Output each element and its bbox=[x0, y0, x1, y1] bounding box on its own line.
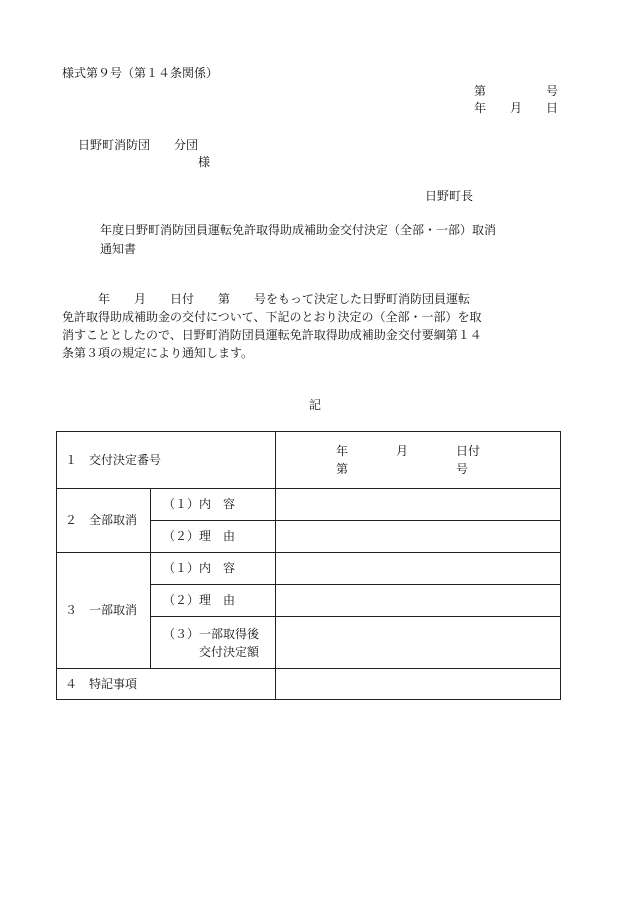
table-row bbox=[57, 553, 561, 585]
full-cancel-content-value[interactable] bbox=[276, 489, 561, 521]
body-text-line-2: 免許取得助成補助金の交付について、下記のとおり決定の（全部・一部）を取 bbox=[62, 310, 482, 324]
body-text-line-1: 年 月 日付 第 号をもって決定した日野町消防団員運転 bbox=[62, 292, 471, 306]
document-number-line: 第 号 bbox=[474, 84, 559, 98]
table-row bbox=[57, 489, 561, 521]
partial-grant-amount-label-line-1: （３）一部取得後 bbox=[163, 626, 260, 641]
partial-cancel-content-value[interactable] bbox=[276, 553, 561, 585]
full-cancel-content-label: （１）内 容 bbox=[151, 489, 276, 521]
special-notes-label: ４ 特記事項 bbox=[57, 669, 276, 700]
decision-number-value[interactable] bbox=[276, 432, 561, 489]
decision-number-line: 第 号 bbox=[336, 462, 469, 476]
partial-cancel-reason-value[interactable] bbox=[276, 585, 561, 617]
form-number: 様式第９号（第１４条関係） bbox=[62, 66, 219, 80]
decision-date-line: 年 月 日付 bbox=[336, 444, 481, 458]
partial-cancel-label: ３ 一部取消 bbox=[57, 553, 151, 669]
document-title-line-1: 年度日野町消防団員運転免許取得助成補助金交付決定（全部・一部）取消 bbox=[100, 223, 497, 237]
full-cancel-reason-label: （２）理 由 bbox=[151, 521, 276, 553]
partial-cancel-reason-label: （２）理 由 bbox=[151, 585, 276, 617]
partial-grant-amount-label-line-2: 交付決定額 bbox=[163, 644, 260, 659]
recipient-honorific: 様 bbox=[198, 155, 211, 169]
full-cancel-label: ２ 全部取消 bbox=[57, 489, 151, 553]
document-date-line: 年 月 日 bbox=[474, 101, 559, 115]
partial-grant-amount-value[interactable] bbox=[276, 617, 561, 669]
recipient-line: 日野町消防団 分団 bbox=[78, 138, 199, 152]
decision-table bbox=[56, 431, 561, 700]
table-row bbox=[57, 432, 561, 489]
full-cancel-reason-value[interactable] bbox=[276, 521, 561, 553]
special-notes-value[interactable] bbox=[276, 669, 561, 700]
body-text-line-4: 条第３項の規定により通知します。 bbox=[62, 346, 254, 360]
ki-heading: 記 bbox=[309, 398, 322, 412]
decision-number-label: １ 交付決定番号 bbox=[57, 432, 276, 489]
document-title-line-2: 通知書 bbox=[100, 242, 137, 256]
body-text-line-3: 消すこととしたので、日野町消防団員運転免許取得助成補助金交付要綱第１４ bbox=[62, 328, 482, 342]
partial-grant-amount-label bbox=[151, 617, 276, 669]
partial-cancel-content-label: （１）内 容 bbox=[151, 553, 276, 585]
sender-mayor: 日野町長 bbox=[425, 189, 474, 203]
table-row bbox=[57, 669, 561, 700]
